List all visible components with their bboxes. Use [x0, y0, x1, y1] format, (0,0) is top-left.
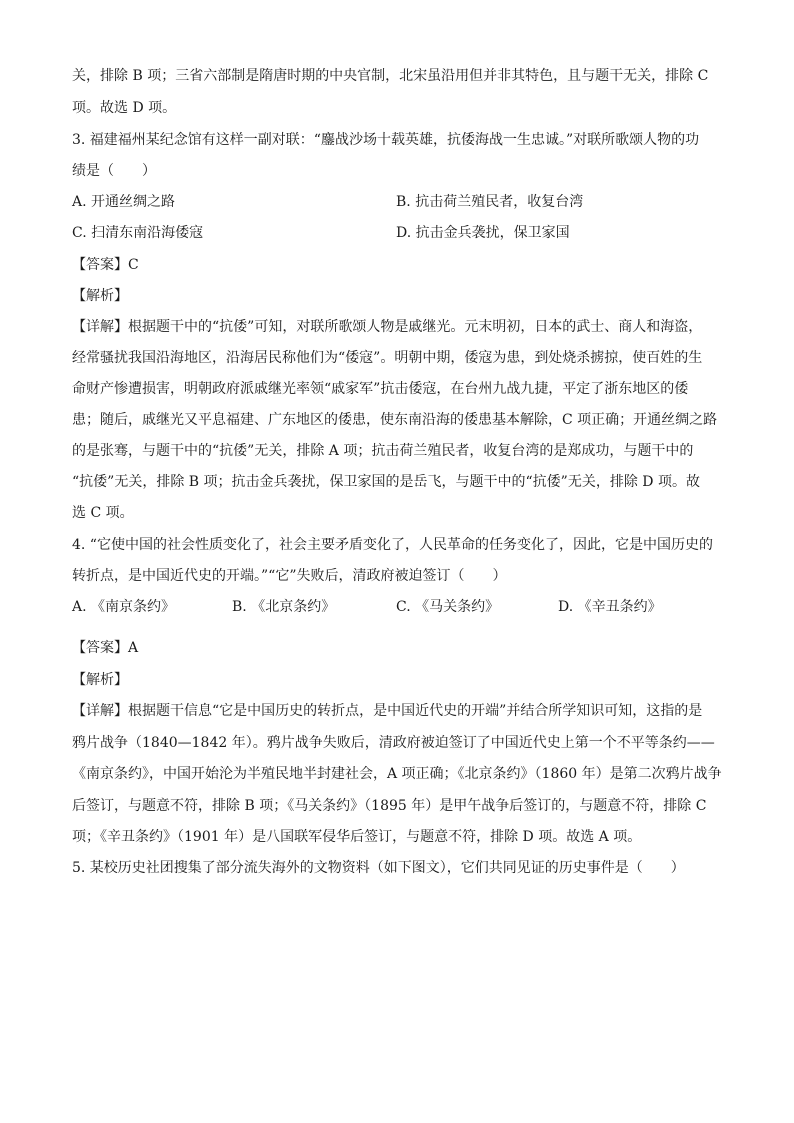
q4-detail-line: 【详解】根据题干信息“它是中国历史的转折点，是中国近代史的开端”并结合所学知识可知，这指的是: [72, 703, 703, 719]
q3-detail-line: 经常骚扰我国沿海地区，沿海居民称他们为“倭寇”。明朝中期，倭寇为患，到处烧杀掳掠，使百姓的生: [72, 350, 703, 366]
q4-option-b: B. 《北京条约》: [232, 599, 336, 615]
q4-option-d: D. 《辛丑条约》: [558, 599, 662, 615]
q3-detail-line: “抗倭”无关，排除 B 项；抗击金兵袭扰，保卫家国的是岳飞，与题干中的“抗倭”无关，排除 D 项。故: [72, 474, 700, 490]
q3-detail-line: 患；随后，戚继光又平息福建、广东地区的倭患，使东南沿海的倭患基本解除，C 项正确；开通丝绸之路: [72, 412, 718, 428]
q3-option-d: D. 抗击金兵袭扰，保卫家国: [396, 225, 570, 241]
q3-answer: 【答案】C: [72, 257, 139, 273]
q4-detail-line: 后签订，与题意不符，排除 B 项；《马关条约》（1895 年）是甲午战争后签订的，与题意不符，排除 C: [72, 798, 707, 814]
q3-option-a: A. 开通丝绸之路: [72, 194, 176, 210]
q2-tail-line-2: 项。故选 D 项。: [72, 100, 177, 116]
q4-detail-line: 《南京条约》，中国开始沦为半殖民地半封建社会，A 项正确；《北京条约》（1860 年）是第二次鸦片战争: [72, 766, 722, 782]
q4-stem-line-2: 转折点，是中国近代史的开端。”“它”失败后，清政府被迫签订（ ）: [72, 568, 507, 584]
q3-detail-line: 选 C 项。: [72, 505, 134, 521]
q4-stem-line-1: 4. “它使中国的社会性质变化了，社会主要矛盾变化了，人民革命的任务变化了，因此，它是中国历史的: [72, 537, 713, 553]
q3-option-b: B. 抗击荷兰殖民者，收复台湾: [396, 194, 584, 210]
q4-detail-line: 项；《辛丑条约》（1901 年）是八国联军侵华后签订，与题意不符，排除 D 项。故选 A 项。: [72, 829, 642, 845]
q3-detail-line: 的是张骞，与题干中的“抗倭”无关，排除 A 项；抗击荷兰殖民者，收复台湾的是郑成功，与题干中的: [72, 443, 694, 459]
q4-analysis-title: 【解析】: [72, 672, 128, 688]
q4-answer: 【答案】A: [72, 640, 139, 656]
q3-detail-line: 命财产惨遭损害，明朝政府派戚继光率领“戚家军”抗击倭寇，在台州九战九捷，平定了浙东地区的倭: [72, 381, 689, 397]
q3-analysis-title: 【解析】: [72, 288, 128, 304]
q4-option-c: C. 《马关条约》: [396, 599, 500, 615]
q3-detail-line: 【详解】根据题干中的“抗倭”可知，对联所歌颂人物是戚继光。元末明初，日本的武士、商人和海盗，: [72, 319, 703, 335]
q5-stem: 5. 某校历史社团搜集了部分流失海外的文物资料（如下图文），它们共同见证的历史事件是（ ）: [72, 860, 685, 876]
q3-option-c: C. 扫清东南沿海倭寇: [72, 225, 204, 241]
q4-detail-line: 鸦片战争（1840—1842 年）。鸦片战争失败后，清政府被迫签订了中国近代史上第一个不平等条约——: [72, 735, 715, 751]
q3-stem-line-1: 3. 福建福州某纪念馆有这样一副对联：“鏖战沙场十载英雄，抗倭海战一生忠诚。”对联所歌颂人物的功: [72, 132, 700, 148]
q4-option-a: A. 《南京条约》: [72, 599, 176, 615]
q2-tail-line-1: 关，排除 B 项；三省六部制是隋唐时期的中央官制，北宋虽沿用但并非其特色，且与题干无关，排除 C: [72, 68, 709, 84]
q3-stem-line-2: 绩是（ ）: [72, 163, 156, 179]
